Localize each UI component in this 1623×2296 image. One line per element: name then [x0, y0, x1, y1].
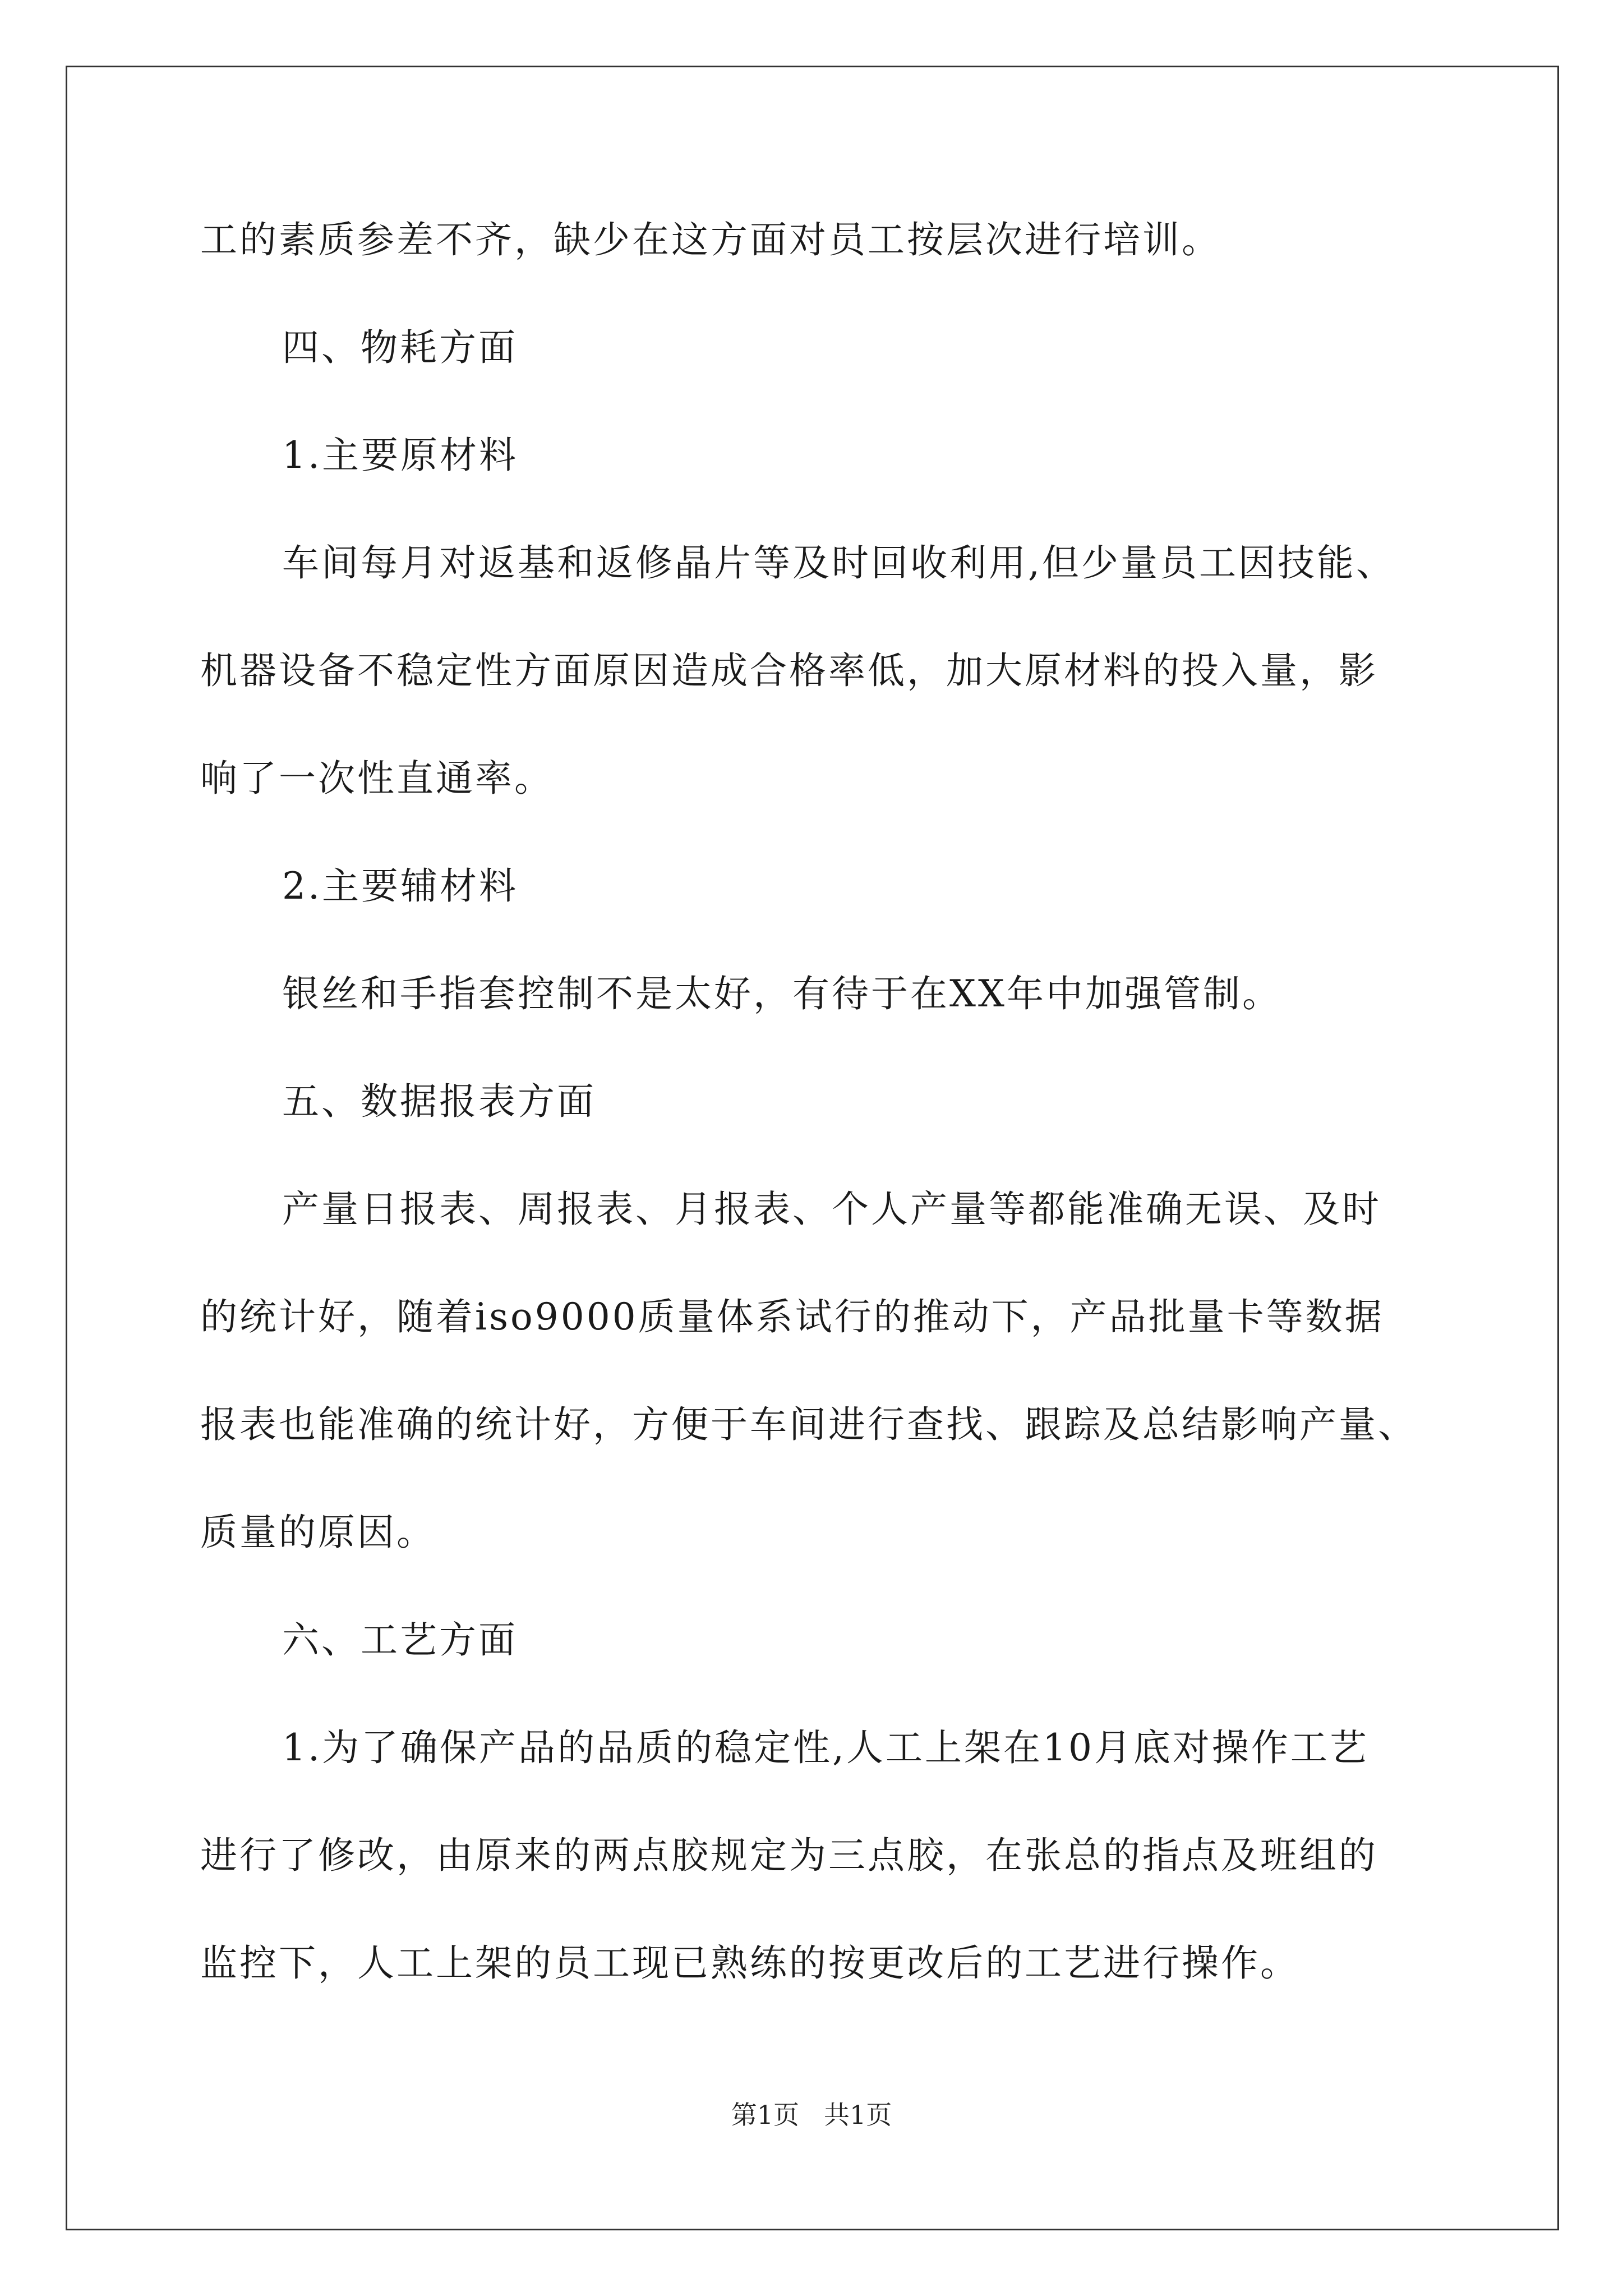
paragraph-line: 四、物耗方面	[282, 326, 518, 369]
paragraph-line: 车间每月对返基和返修晶片等及时回收利用,但少量员工因技能、	[282, 541, 1395, 585]
paragraph-line: 机器设备不稳定性方面原因造成合格率低，加大原材料的投入量，影	[200, 649, 1378, 692]
paragraph-line: 工的素质参差不齐，缺少在这方面对员工按层次进行培训。	[200, 218, 1221, 261]
paragraph-line: 1.为了确保产品的品质的稳定性,人工上架在10月底对操作工艺	[282, 1726, 1369, 1769]
paragraph-line: 六、工艺方面	[282, 1618, 518, 1662]
document-body	[200, 213, 1434, 2044]
paragraph-line: 产量日报表、周报表、月报表、个人产量等都能准确无误、及时	[282, 1188, 1381, 1231]
paragraph-line: 质量的原因。	[200, 1511, 436, 1554]
page-footer	[0, 2098, 1623, 2132]
paragraph-line: 监控下，人工上架的员工现已熟练的按更改后的工艺进行操作。	[200, 1941, 1299, 1985]
paragraph-line: 进行了修改，由原来的两点胶规定为三点胶，在张总的指点及班组的	[200, 1834, 1378, 1877]
paragraph-line: 银丝和手指套控制不是太好，有待于在XX年中加强管制。	[282, 972, 1281, 1015]
page-number: 第1页	[731, 2100, 800, 2130]
paragraph-line: 五、数据报表方面	[282, 1080, 596, 1123]
paragraph-line: 响了一次性直通率。	[200, 757, 554, 800]
paragraph-line: 报表也能准确的统计好，方便于车间进行查找、跟踪及总结影响产量、	[200, 1403, 1417, 1446]
paragraph-line: 1.主要原材料	[282, 434, 518, 477]
paragraph-line: 2.主要辅材料	[282, 864, 518, 908]
paragraph-line: 的统计好，随着iso9000质量体系试行的推动下，产品批量卡等数据	[200, 1295, 1384, 1338]
page-total: 共1页	[823, 2100, 892, 2130]
